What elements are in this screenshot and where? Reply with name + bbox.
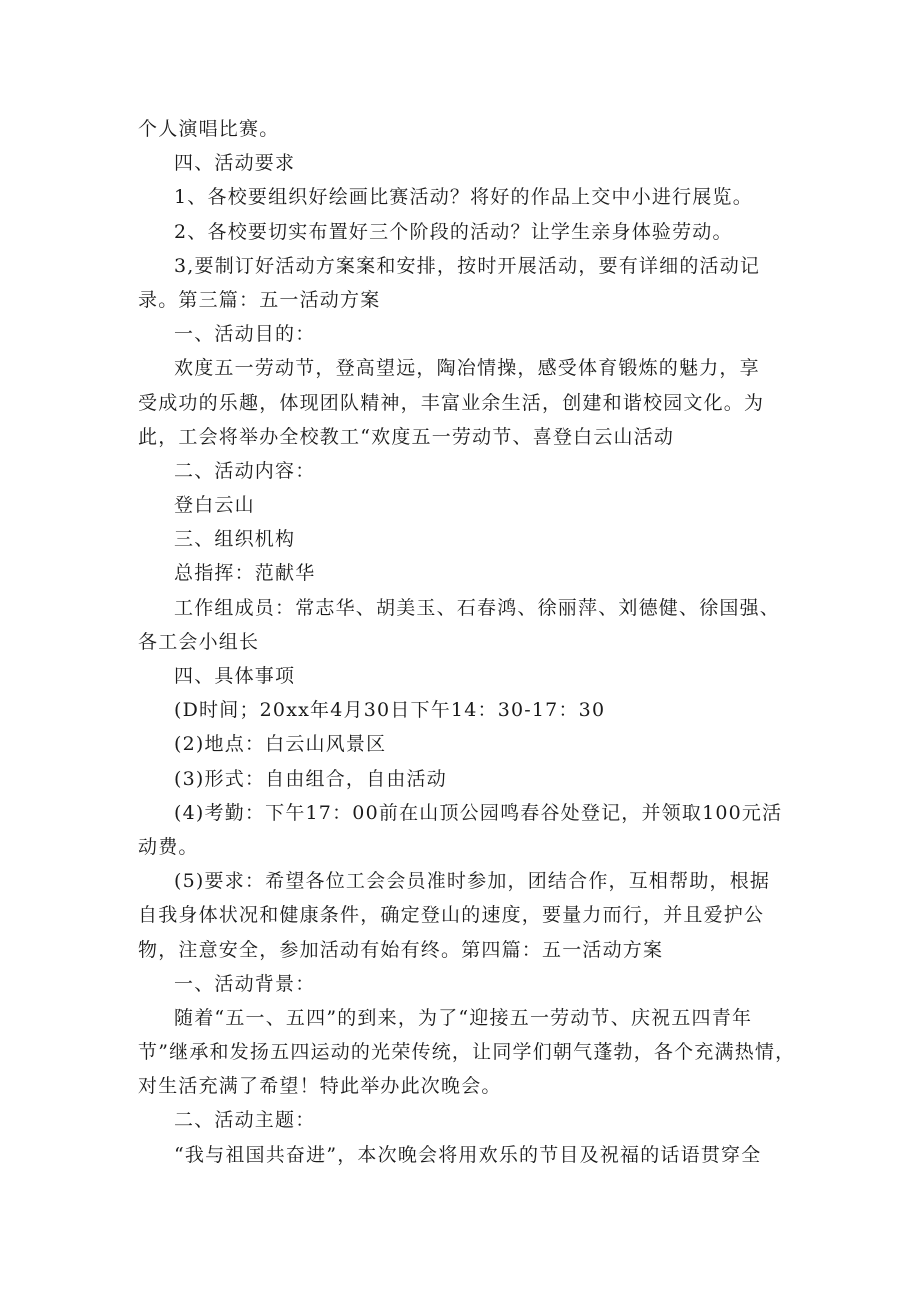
text-line: 自我身体状况和健康条件，确定登山的速度，要量力而行，并且爱护公 (138, 904, 765, 927)
text-line: 各工会小组长 (138, 630, 260, 653)
text-line: 一、活动背景： (174, 972, 316, 995)
text-line: 录。第三篇：五一活动方案 (138, 288, 381, 311)
text-line: 2、各校要切实布置好三个阶段的活动？让学生亲身体验劳动。 (174, 220, 733, 243)
text-line: (2)地点：白云山风景区 (174, 733, 387, 756)
document-body (138, 112, 796, 1172)
text-line: 登白云山 (174, 494, 255, 517)
text-line: 对生活充满了希望！特此举办此次晚会。 (138, 1075, 502, 1098)
text-line: (3)形式：自由组合，自由活动 (174, 767, 447, 790)
text-line: 一、活动目的： (174, 323, 316, 346)
text-line: 三、组织机构 (174, 528, 296, 551)
text-line: 二、活动内容： (174, 459, 316, 482)
text-line: (D时间；20xx年4月30日下午14：30-17：30 (174, 699, 606, 722)
text-line: 四、具体事项 (174, 665, 296, 687)
text-line: 四、活动要求 (174, 152, 296, 175)
text-line: 此，工会将举办全校教工“欢度五一劳动节、喜登白云山活动 (138, 425, 675, 448)
text-line: 物，注意安全，参加活动有始有终。第四篇：五一活动方案 (138, 938, 664, 961)
text-line: 总指挥：范献华 (174, 562, 316, 585)
text-line: 受成功的乐趣，体现团队精神，丰富业余生活，创建和谐校园文化。为 (138, 391, 765, 414)
text-line: 工作组成员：常志华、胡美玉、石春鸿、徐丽萍、刘德健、徐国强、 (174, 596, 781, 619)
text-line: 欢度五一劳动节，登高望远，陶冶情操，感受体育锻炼的魅力，享 (174, 357, 760, 380)
text-line: 个人演唱比赛。 (138, 118, 280, 140)
text-line: 节”继承和发扬五四运动的光荣传统，让同学们朝气蓬勃，各个充满热情， (138, 1041, 796, 1064)
text-line: “我与祖国共奋进”，本次晚会将用欢乐的节目及祝福的话语贯穿全 (174, 1143, 762, 1166)
text-line: (5)要求：希望各位工会会员准时参加，团结合作，互相帮助，根据 (174, 870, 771, 893)
text-line: 随着“五一、五四”的到来，为了“迎接五一劳动节、庆祝五四青年 (174, 1006, 753, 1029)
text-line: 二、活动主题： (174, 1109, 316, 1132)
text-line: 3,要制订好活动方案案和安排，按时开展活动，要有详细的活动记 (174, 254, 761, 277)
text-line: 动费。 (138, 835, 199, 858)
text-line: (4)考勤：下午17：00前在山顶公园鸣春谷处登记，并领取100元活 (174, 801, 783, 824)
text-line: 1、各校要组织好绘画比赛活动？将好的作品上交中小进行展览。 (174, 186, 753, 209)
